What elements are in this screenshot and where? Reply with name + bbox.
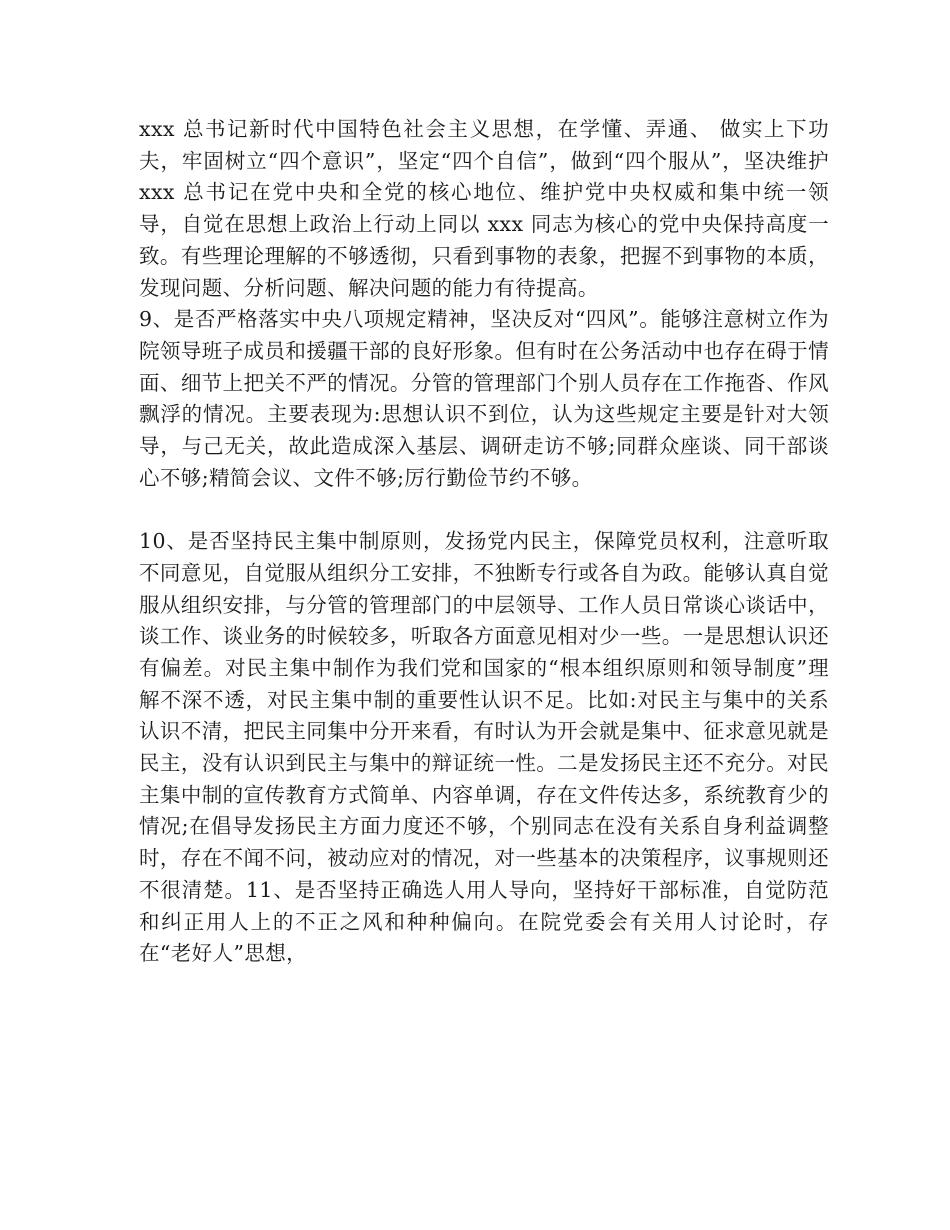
paragraph-gap [139,494,829,526]
paragraph-theory-study: xxx 总书记新时代中国特色社会主义思想，在学懂、弄通、 做实上下功夫，牢固树立“四个意识”，坚定“四个自信”，做到“四个服从”，坚决维护 xxx 总书记在党中央和全党的核心地位、维护党中央权威和集中统一领导，自觉在思想上政治上行动上同以 xxx 同志为核心的党中央保持高度一致。有些理论理解的不够透彻，只看到事物的表象，把握不到事物的本质，发现问题、分析问题、解决问题的能力有待提高。 [139,117,829,300]
paragraph-item-10: 10、是否坚持民主集中制原则，发扬党内民主，保障党员权利，注意听取不同意见，自觉服从组织分工安排，不独断专行或各自为政。能够认真自觉服从组织安排，与分管的管理部门的中层领导、工作人员日常谈心谈话中，谈工作、谈业务的时候较多，听取各方面意见相对少一些。一是思想认识还有偏差。对民主集中制作为我们党和国家的“根本组织原则和领导制度”理解不深不透，对民主集中制的重要性认识不足。比如:对民主与集中的关系认识不清，把民主同集中分开来看，有时认为开会就是集中、征求意见就是民主，没有认识到民主与集中的辩证统一性。二是发扬民主还不充分。对民主集中制的宣传教育方式简单、内容单调，存在文件传达多，系统教育少的情况;在倡导发扬民主方面力度还不够，个别同志在没有关系自身利益调整时，存在不闻不问，被动应对的情况，对一些基本的决策程序，议事规则还不很清楚。11、是否坚持正确选人用人导向，坚持好干部标准，自觉防范和纠正用人上的不正之风和种种偏向。在院党委会有关用人讨论时，存在“老好人”思想， [139,529,829,966]
paragraph-item-9: 9、是否严格落实中央八项规定精神，坚决反对“四风”。能够注意树立作为院领导班子成员和援疆干部的良好形象。但有时在公务活动中也存在碍于情面、细节上把关不严的情况。分管的管理部门个别人员存在工作拖沓、作风飘浮的情况。主要表现为:思想认识不到位，认为这些规定主要是针对大领导，与己无关，故此造成深入基层、调研走访不够;同群众座谈、同干部谈心不够;精简会议、文件不够;厉行勤俭节约不够。 [139,307,829,490]
document-body [139,114,829,970]
